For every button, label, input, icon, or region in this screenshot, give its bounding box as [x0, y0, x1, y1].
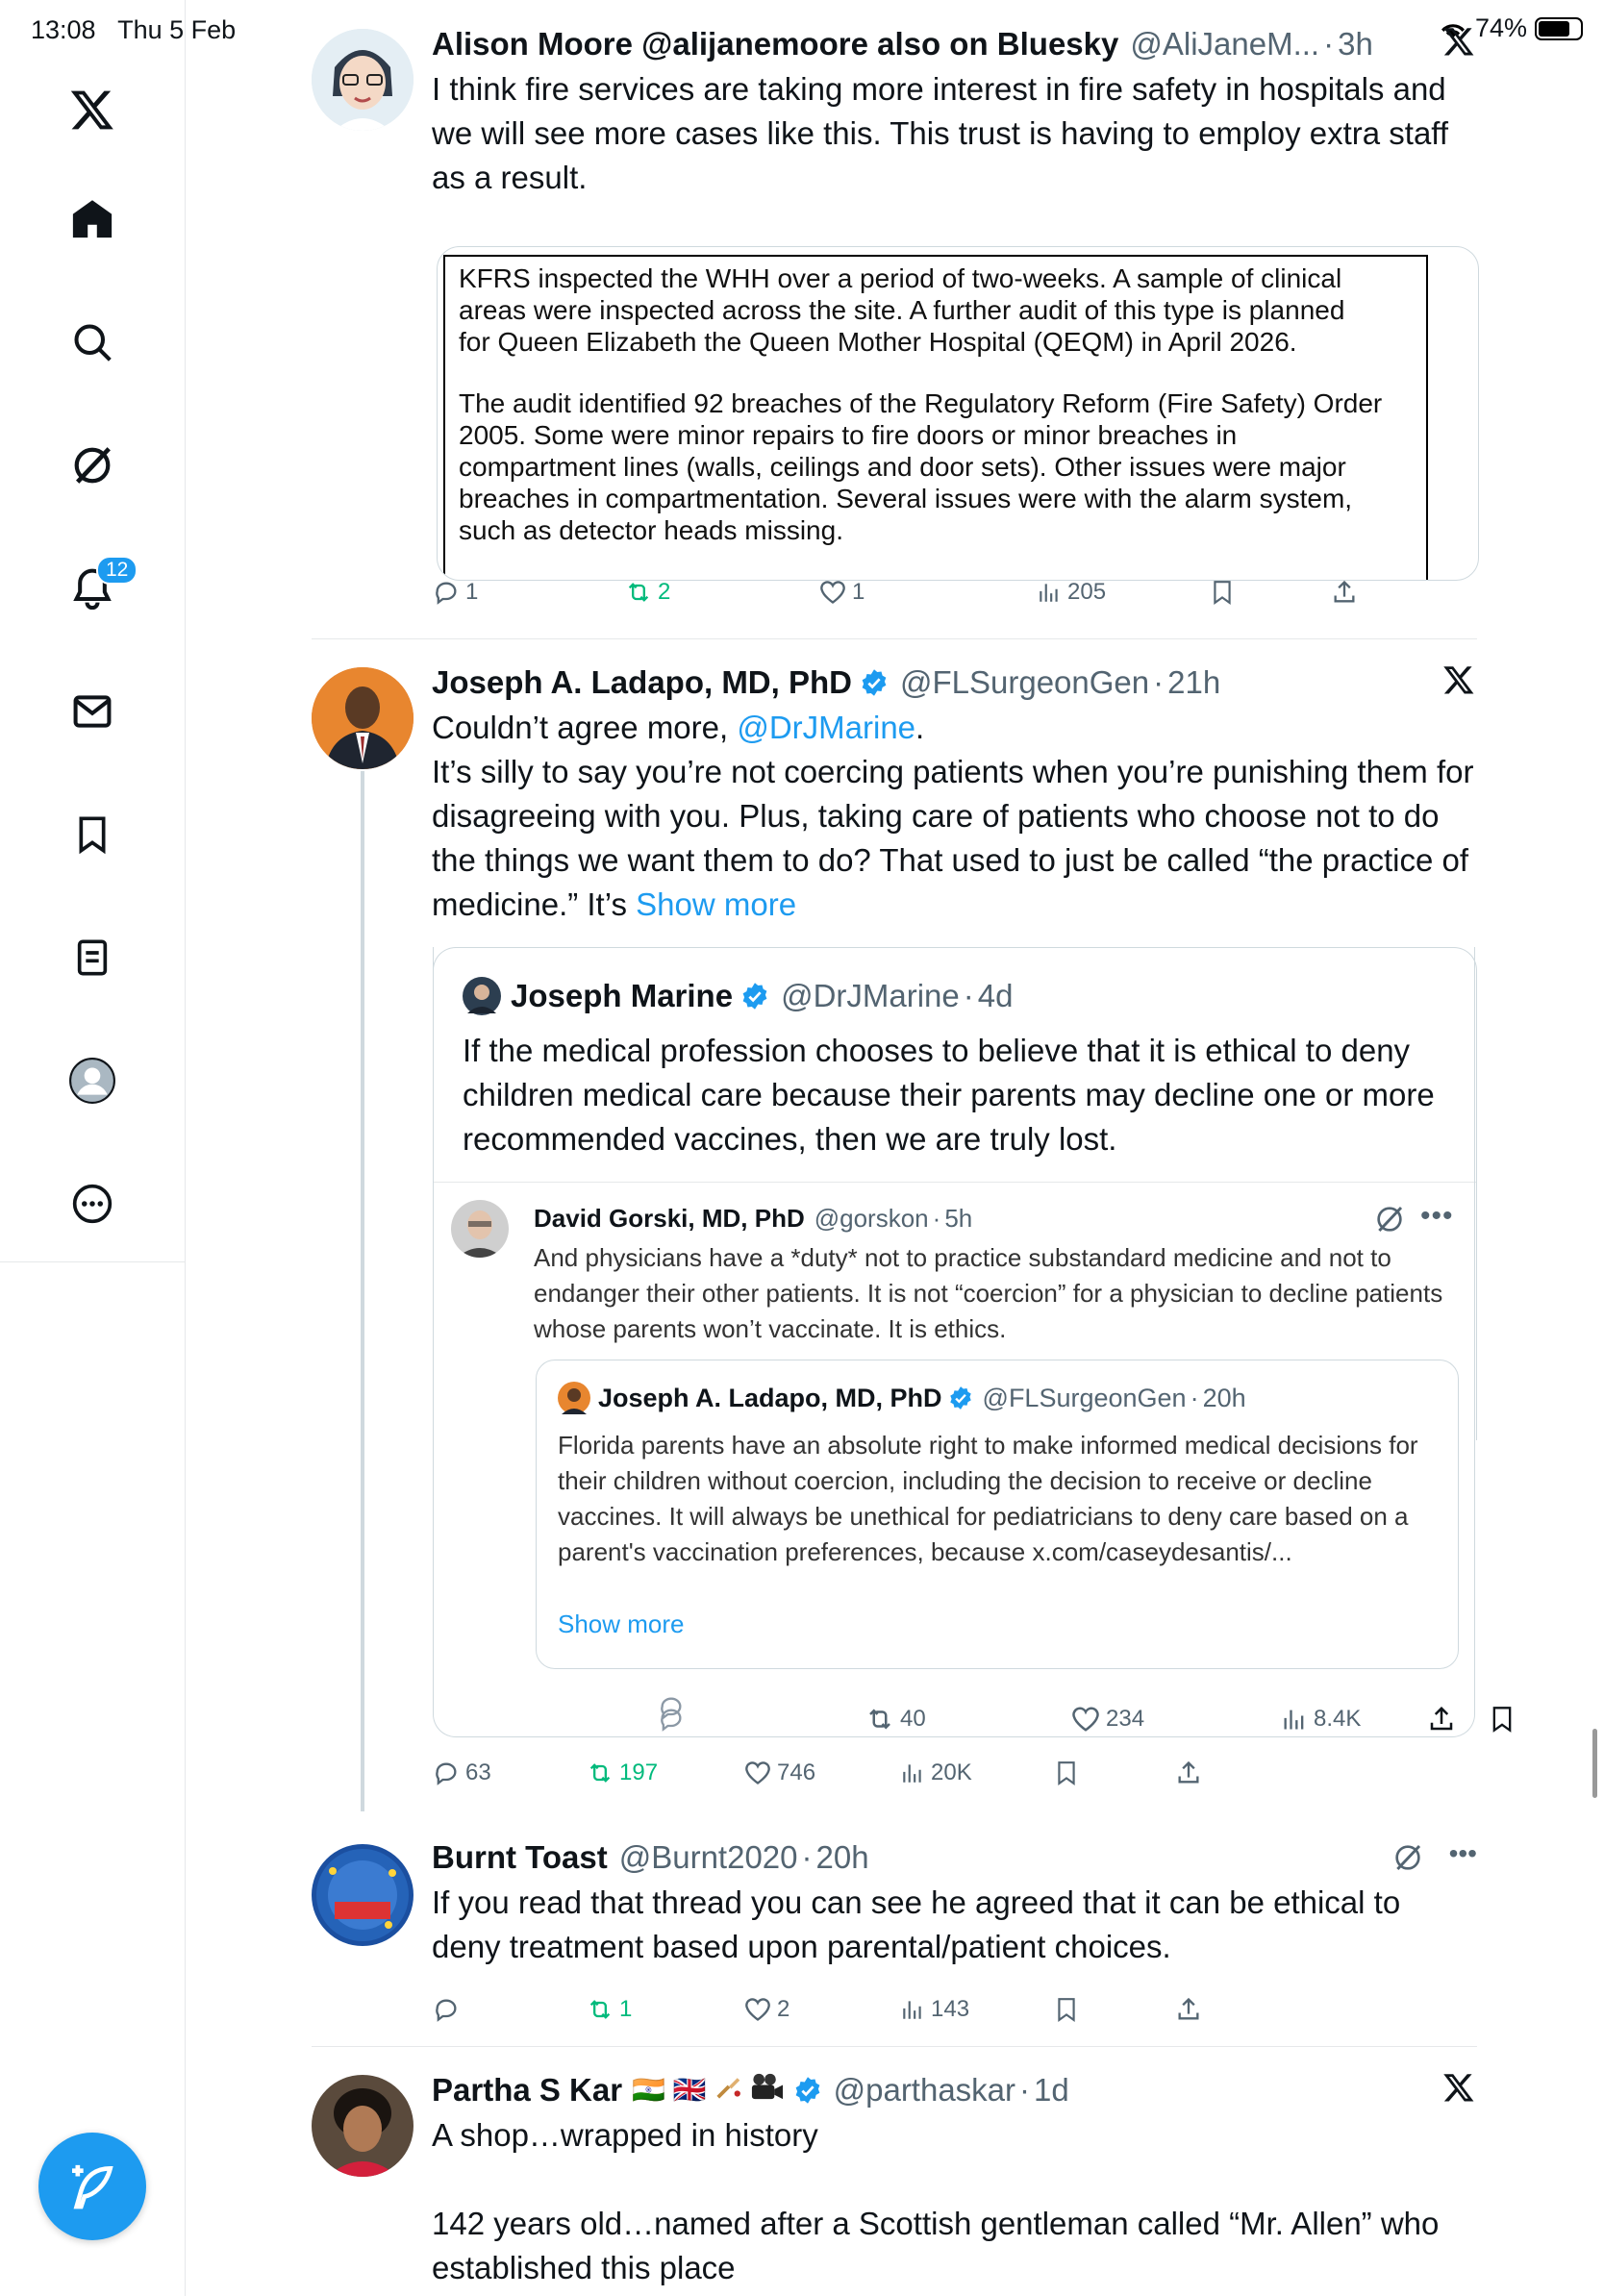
- author-name[interactable]: Burnt Toast: [432, 1839, 608, 1875]
- thread-line: [361, 771, 364, 1811]
- tweet-text: If you read that thread you can see he agreed that it can be ethical to deny treatment based upon parental/patient choices.: [432, 1884, 1401, 1964]
- home-icon[interactable]: [62, 188, 123, 250]
- inner-quote-text: Florida parents have an absolute right to make informed medical decisions for their children without coercion, including the decision to receive or decline vaccines. It will always be unethical for pediatricians to deny care based on a parent's vaccination preferences, because x.com/caseydesantis/...: [558, 1431, 1418, 1566]
- reply-screenshot-header: David Gorski, MD, PhD @gorskon · 5h: [534, 1204, 973, 1233]
- bookmark-icon: [1054, 1996, 1079, 2023]
- grok-icon[interactable]: [62, 435, 123, 496]
- tweet-actions: [433, 575, 1477, 610]
- share-icon: [1175, 1996, 1202, 2023]
- more-options-icon: •••: [1420, 1200, 1454, 1232]
- avatar[interactable]: [312, 29, 414, 131]
- tweet-text: I think fire services are taking more interest in fire safety in hospitals and we will see more cases like this. This trust is having to employ extra staff as a result.: [432, 71, 1449, 195]
- verified-badge-icon: [793, 2076, 822, 2105]
- views-button[interactable]: 205: [1037, 579, 1106, 606]
- battery-icon: [1535, 17, 1583, 40]
- tweet-alison-moore[interactable]: [312, 25, 1477, 640]
- quote-spacer: [433, 947, 1475, 1439]
- quoted-share-button[interactable]: [1427, 1705, 1456, 1734]
- author-handle[interactable]: @AliJaneM...: [1130, 26, 1320, 62]
- reply-author-name: David Gorski, MD, PhD: [534, 1204, 805, 1233]
- quoted-like-button[interactable]: 234: [1071, 1705, 1144, 1734]
- tweet-time[interactable]: 20h: [815, 1839, 869, 1875]
- inner-show-more: Show more: [558, 1610, 685, 1638]
- reply-icon: [433, 1996, 460, 2023]
- inner-author-name: Joseph A. Ladapo, MD, PhD: [598, 1383, 942, 1412]
- reply-icon: [433, 579, 460, 606]
- search-icon[interactable]: [62, 312, 123, 373]
- status-time: 13:08 Thu 5 Feb: [31, 15, 237, 44]
- views-icon: [900, 1997, 925, 2022]
- tweet-divider: [312, 2046, 1477, 2047]
- bookmark-icon: [1489, 1705, 1516, 1734]
- like-button[interactable]: 2: [744, 1996, 789, 2023]
- lists-icon[interactable]: [62, 927, 123, 988]
- tweet-header: Alison Moore @alijanemoore also on Bluesky @AliJaneM... · 3h: [432, 26, 1373, 62]
- reply-text: And physicians have a *duty* not to practice substandard medicine and not to endanger their other patients. It is not “coercion” for a physician to decline patients whose parents won’t vaccinate. It is ethics.: [534, 1243, 1443, 1343]
- repost-button[interactable]: 197: [587, 1759, 658, 1786]
- views-button[interactable]: 143: [900, 1996, 969, 2023]
- share-icon: [1331, 579, 1358, 606]
- tweet-partha-kar[interactable]: [312, 2071, 1477, 2296]
- more-options-icon[interactable]: •••: [1448, 1838, 1477, 1868]
- tweet-actions: [433, 1992, 1477, 2027]
- tweet-text-line-1: A shop…wrapped in history: [432, 2117, 818, 2153]
- tweet-burnt-toast[interactable]: [312, 1838, 1477, 2031]
- avatar[interactable]: [312, 1844, 414, 1946]
- tweet-header: Burnt Toast @Burnt2020 · 20h: [432, 1839, 869, 1875]
- share-button[interactable]: [1331, 579, 1358, 606]
- tweet-divider: [312, 638, 1477, 639]
- quoted-share-area: [1427, 1702, 1466, 1736]
- tweet-header: Joseph A. Ladapo, MD, PhD @FLSurgeonGen · 21h: [432, 664, 1221, 700]
- bookmark-button[interactable]: [1054, 1996, 1079, 2023]
- grok-icon[interactable]: [1392, 1842, 1423, 1878]
- repost-button[interactable]: 2: [625, 579, 670, 606]
- quoted-tweet-actions: [433, 1702, 1475, 1736]
- notifications-icon[interactable]: [62, 558, 129, 619]
- bookmarks-icon[interactable]: [62, 804, 123, 865]
- profile-avatar-icon[interactable]: [62, 1050, 123, 1111]
- bookmark-button[interactable]: [1054, 1759, 1079, 1786]
- quoted-views-button[interactable]: 8.4K: [1281, 1706, 1361, 1733]
- author-handle[interactable]: @Burnt2020: [618, 1839, 798, 1875]
- author-name[interactable]: Partha S Kar: [432, 2072, 623, 2108]
- repost-icon: [625, 579, 652, 606]
- notifications-badge: 12: [96, 556, 138, 585]
- scroll-indicator[interactable]: [1592, 1729, 1597, 1798]
- x-logo-icon[interactable]: [62, 79, 123, 140]
- inner-author-handle: @FLSurgeonGen: [982, 1383, 1187, 1412]
- quoted-author-handle[interactable]: @DrJMarine: [781, 978, 960, 1013]
- repost-icon: [865, 1705, 894, 1734]
- compose-post-button[interactable]: [38, 2133, 146, 2240]
- tweet-actions: [433, 1756, 1477, 1790]
- tweet-text-line-2: 142 years old…named after a Scottish gentleman called “Mr. Allen” who established this place: [432, 2206, 1440, 2285]
- tweet-image-document[interactable]: [437, 246, 1479, 581]
- views-icon: [900, 1760, 925, 1785]
- reply-button[interactable]: 1: [433, 579, 478, 606]
- quoted-tweet-time: 4d: [977, 978, 1014, 1013]
- like-button[interactable]: 1: [819, 579, 865, 606]
- reply-button[interactable]: [433, 1996, 460, 2023]
- reply-icon: [433, 1759, 460, 1786]
- author-flags: 🇮🇳 🇬🇧: [632, 2075, 707, 2105]
- tweet-time[interactable]: 21h: [1167, 664, 1221, 700]
- avatar[interactable]: [312, 2075, 414, 2177]
- battery-percent: 74%: [1474, 13, 1527, 42]
- author-handle[interactable]: @parthaskar: [833, 2072, 1016, 2108]
- compose-feather-icon: [65, 2159, 119, 2213]
- sidebar: [0, 0, 186, 2296]
- heart-icon: [744, 1759, 771, 1786]
- like-button[interactable]: 746: [744, 1759, 815, 1786]
- x-logo-icon: [1442, 2071, 1475, 2109]
- author-name[interactable]: Alison Moore @alijanemoore also on Bluesky: [432, 26, 1119, 62]
- bookmark-icon: [1054, 1759, 1079, 1786]
- quoted-author-name[interactable]: Joseph Marine: [511, 978, 734, 1013]
- heart-icon: [1071, 1705, 1100, 1734]
- quoted-tweet-header: Joseph Marine @DrJMarine · 4d: [463, 977, 1014, 1015]
- mention-link[interactable]: @DrJMarine: [737, 710, 916, 745]
- quoted-repost-button[interactable]: 40: [865, 1705, 926, 1734]
- camera-icon: [749, 2071, 786, 2109]
- reply-author-handle: @gorskon: [814, 1204, 929, 1233]
- reply-icon: [658, 1706, 685, 1733]
- repost-icon: [587, 1996, 614, 2023]
- quoted-bookmark-button[interactable]: [1489, 1705, 1516, 1734]
- share-button[interactable]: [1175, 1759, 1202, 1786]
- bookmark-icon: [1210, 579, 1235, 606]
- heart-icon: [744, 1996, 771, 2023]
- repost-icon: [587, 1759, 614, 1786]
- heart-icon: [819, 579, 846, 606]
- document-excerpt: [443, 255, 1428, 581]
- messages-icon[interactable]: [62, 681, 123, 742]
- document-paragraph-1: KFRS inspected the WHH over a period of two-weeks. A sample of clinical areas were inspected across the site. A further audit of this type is planned for Queen Elizabeth the Queen Mother Hospital (QEQM) in April 2026.: [459, 263, 1345, 357]
- views-icon: [1281, 1706, 1308, 1733]
- show-more-link[interactable]: Show more: [636, 886, 797, 922]
- views-button[interactable]: 20K: [900, 1759, 972, 1786]
- inner-time: 20h: [1202, 1383, 1246, 1412]
- cricket-icon: [713, 2071, 745, 2109]
- document-paragraph-2: The audit identified 92 breaches of the Regulatory Reform (Fire Safety) Order 2005. Some were minor repairs to fire doors or minor breaches in compartment lines (walls, ceilings and door sets). Other issues were major breaches in compartmentation. Several issues were with the alarm system, such as detector heads missing.: [459, 388, 1383, 545]
- quoted-reply-button[interactable]: [658, 1706, 685, 1733]
- x-logo-icon: [1442, 663, 1475, 701]
- sidebar-divider: [0, 1261, 185, 1262]
- author-name[interactable]: Joseph A. Ladapo, MD, PhD: [432, 664, 852, 700]
- reply-time: 5h: [944, 1204, 973, 1233]
- tweet-text: Couldn’t agree more, @DrJMarine. It’s silly to say you’re not coercing patients when you’re punishing them for disagreeing with you. Plus, taking care of patients who choose not to do the things we want them to do? That used to just be called “the practice of medicine.” It’s Show more: [432, 710, 1474, 922]
- verified-badge-icon: [860, 668, 889, 697]
- tweet-header: Partha S Kar 🇮🇳 🇬🇧 @parthaskar · 1d: [432, 2072, 1069, 2108]
- share-icon: [1427, 1705, 1456, 1734]
- share-button[interactable]: [1175, 1996, 1202, 2023]
- inner-quote-header: Joseph A. Ladapo, MD, PhD @FLSurgeonGen · 20h: [558, 1382, 1246, 1414]
- author-handle[interactable]: @FLSurgeonGen: [899, 664, 1150, 700]
- views-icon: [1037, 580, 1062, 605]
- avatar[interactable]: [312, 667, 414, 769]
- more-icon[interactable]: [62, 1173, 123, 1235]
- tweet-time[interactable]: 1d: [1034, 2072, 1069, 2108]
- bookmark-button[interactable]: [1210, 579, 1235, 606]
- tweet-time[interactable]: 3h: [1338, 26, 1373, 62]
- share-icon: [1175, 1759, 1202, 1786]
- repost-button[interactable]: 1: [587, 1996, 632, 2023]
- quoted-tweet-text: If the medical profession chooses to believe that it is ethical to deny children medical care because their parents may decline one or more recommended vaccines, then we are truly lost.: [463, 1033, 1435, 1157]
- tweet-joseph-ladapo[interactable]: [312, 663, 1477, 1798]
- x-logo-icon: [1442, 25, 1475, 62]
- reply-button[interactable]: 63: [433, 1759, 491, 1786]
